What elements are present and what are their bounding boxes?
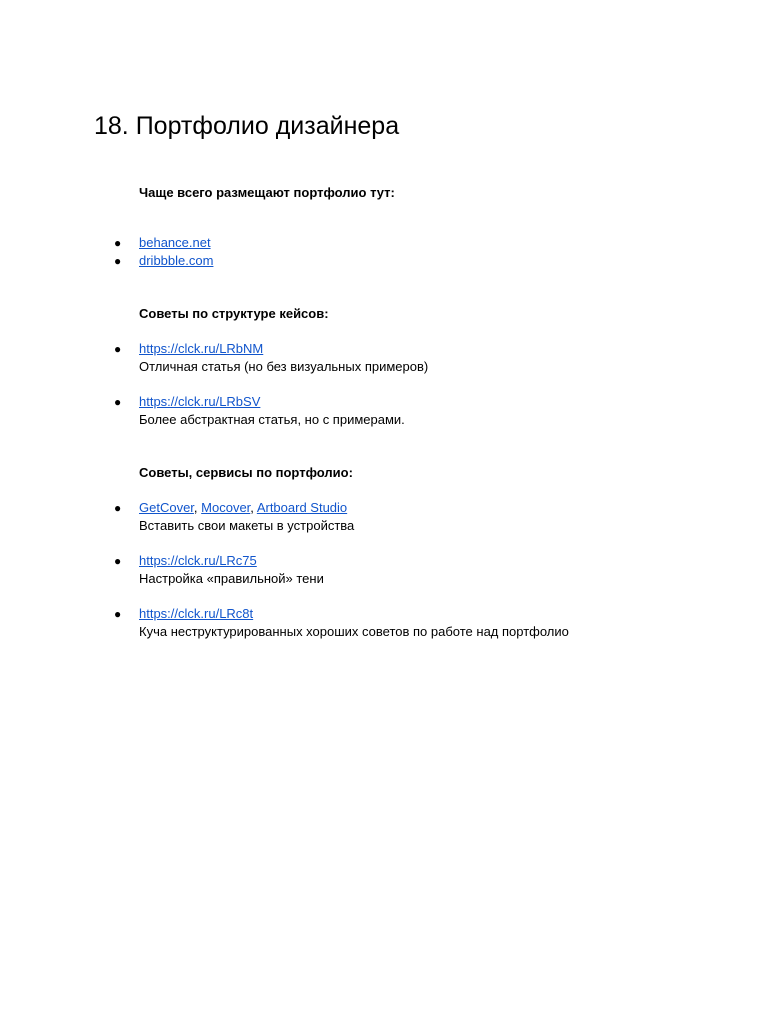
list-item [139, 605, 253, 623]
portfolio-tips-link[interactable]: https://clck.ru/LRc8t [139, 606, 254, 621]
bullet-icon: ● [114, 254, 122, 268]
section-heading-platforms: Чаще всего размещают портфолио тут: [139, 185, 395, 200]
case-structure-link-2[interactable]: https://clck.ru/LRbSV [139, 394, 261, 409]
bullet-icon: ● [114, 501, 122, 515]
dribbble-link[interactable]: dribbble.com [139, 253, 214, 268]
bullet-icon: ● [114, 395, 122, 409]
case-structure-link-1[interactable]: https://clck.ru/LRbNM [139, 341, 264, 356]
section-heading-services: Советы, сервисы по портфолио: [139, 465, 353, 480]
page-title: 18. Портфолио дизайнера [94, 112, 400, 140]
bullet-icon: ● [114, 342, 122, 356]
artboard-studio-link[interactable]: Artboard Studio [256, 500, 348, 515]
behance-link[interactable]: behance.net [139, 235, 211, 250]
list-item [139, 340, 263, 358]
section-heading-case-structure: Советы по структуре кейсов: [139, 306, 329, 321]
list-item [139, 234, 211, 252]
list-item [139, 552, 257, 570]
item-description: Настройка «правильной» тени [139, 571, 324, 586]
bullet-icon: ● [114, 554, 122, 568]
getcover-link[interactable]: GetCover [139, 500, 194, 515]
item-description: Отличная статья (но без визуальных примеров) [139, 359, 429, 374]
item-description: Куча неструктурированных хороших советов по работе над портфолио [139, 624, 569, 639]
bullet-icon: ● [114, 607, 122, 621]
item-description: Вставить свои макеты в устройства [139, 518, 355, 533]
list-item [139, 393, 260, 411]
link-separator: , [250, 500, 257, 515]
list-item [139, 252, 213, 270]
list-item [139, 499, 347, 517]
mocover-link[interactable]: Mocover [201, 500, 251, 515]
item-description: Более абстрактная статья, но с примерами. [139, 412, 405, 427]
bullet-icon: ● [114, 236, 122, 250]
link-separator: , [193, 500, 202, 515]
shadow-tips-link[interactable]: https://clck.ru/LRc75 [139, 553, 257, 568]
